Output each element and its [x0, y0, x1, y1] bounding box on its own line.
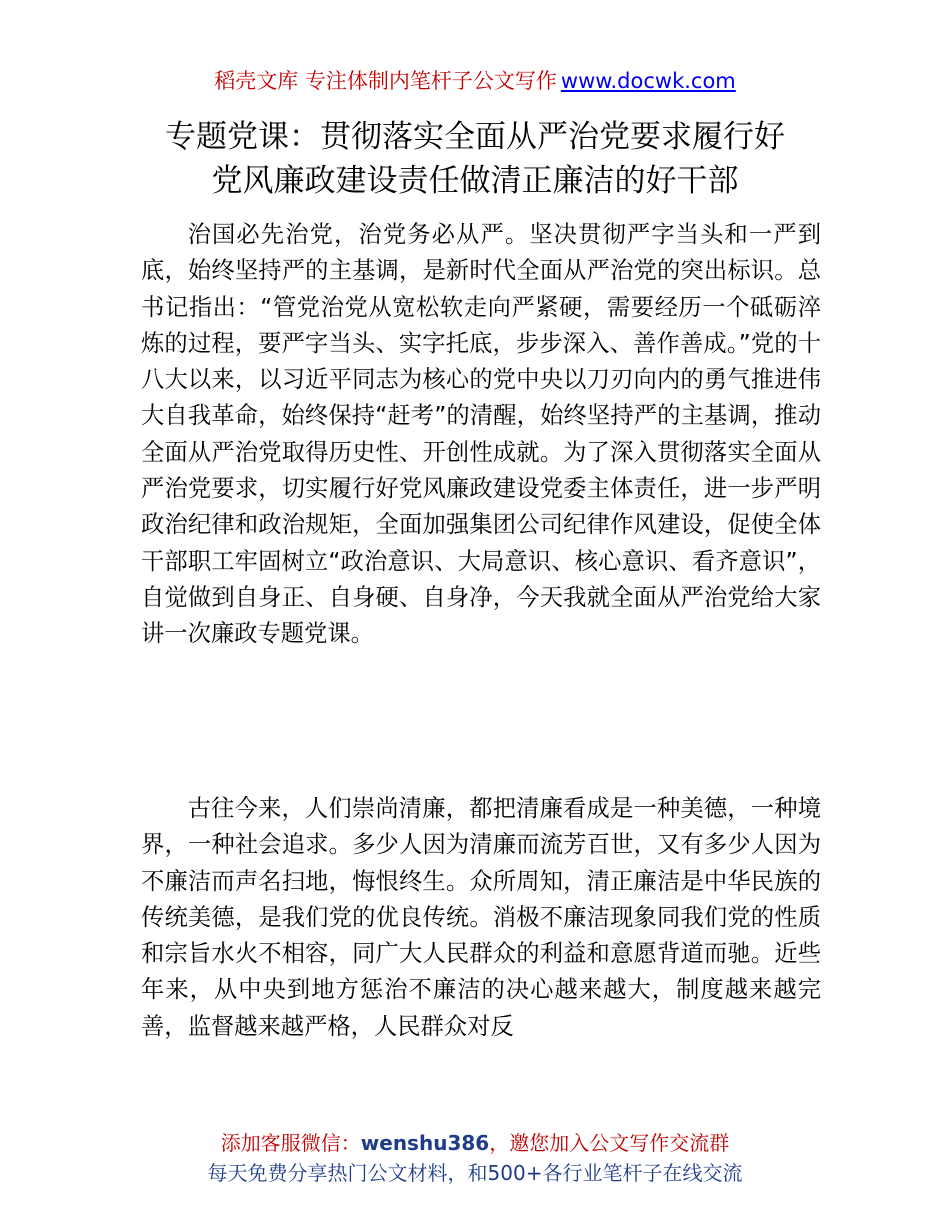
footer-wechat-prefix: 添加客服微信： — [220, 1131, 361, 1155]
footer-wechat-id: wenshu386 — [360, 1131, 490, 1155]
footer-wechat-line — [0, 1128, 950, 1158]
footer-wechat-suffix: ，邀您加入公文写作交流群 — [489, 1131, 730, 1155]
document-title-line-1: 专题党课：贯彻落实全面从严治党要求履行好 — [165, 119, 785, 155]
site-url-link[interactable]: www.docwk.com — [560, 69, 736, 93]
site-brand: 稻壳文库 专注体制内笔杆子公文写作 — [214, 69, 557, 93]
footer-share-line: 每天免费分享热门公文材料，和500+各行业笔杆子在线交流 — [207, 1161, 743, 1185]
document-title — [0, 115, 950, 203]
document-title-line-2: 党风廉政建设责任做清正廉洁的好干部 — [211, 163, 739, 199]
site-header — [0, 66, 950, 96]
body-paragraph-1: 治国必先治党，治党务必从严。坚决贯彻严字当头和一严到底，始终坚持严的主基调，是新时代全面从严治党的突出标识。总书记指出：“管党治党从宽松软走向严紧硬，需要经历一个砥砺淬炼的过程，要严字当头、实字托底，步步深入、善作善成。”党的十八大以来，以习近平同志为核心的党中央以刀刃向内的勇气推进伟大自我革命，始终保持“赶考”的清醒，始终坚持严的主基调，推动全面从严治党取得历史性、开创性成就。为了深入贯彻落实全面从严治党要求，切实履行好党风廉政建设党委主体责任，进一步严明政治纪律和政治规矩，全面加强集团公司纪律作风建设，促使全体干部职工牢固树立“政治意识、大局意识、核心意识、看齐意识”，自觉做到自身正、自身硬、自身净，今天我就全面从严治党给大家讲一次廉政专题党课。 — [141, 221, 821, 648]
body-paragraph-2: 古往今来，人们崇尚清廉，都把清廉看成是一种美德，一种境界，一种社会追求。多少人因为清廉而流芳百世，又有多少人因为不廉洁而声名扫地，悔恨终生。众所周知，清正廉洁是中华民族的传统美德，是我们党的优良传统。消极不廉洁现象同我们党的性质和宗旨水火不相容，同广大人民群众的利益和意愿背道而驰。近些年来，从中央到地方惩治不廉洁的决心越来越大，制度越来越完善，监督越来越严格，人民群众对反 — [141, 795, 821, 1040]
